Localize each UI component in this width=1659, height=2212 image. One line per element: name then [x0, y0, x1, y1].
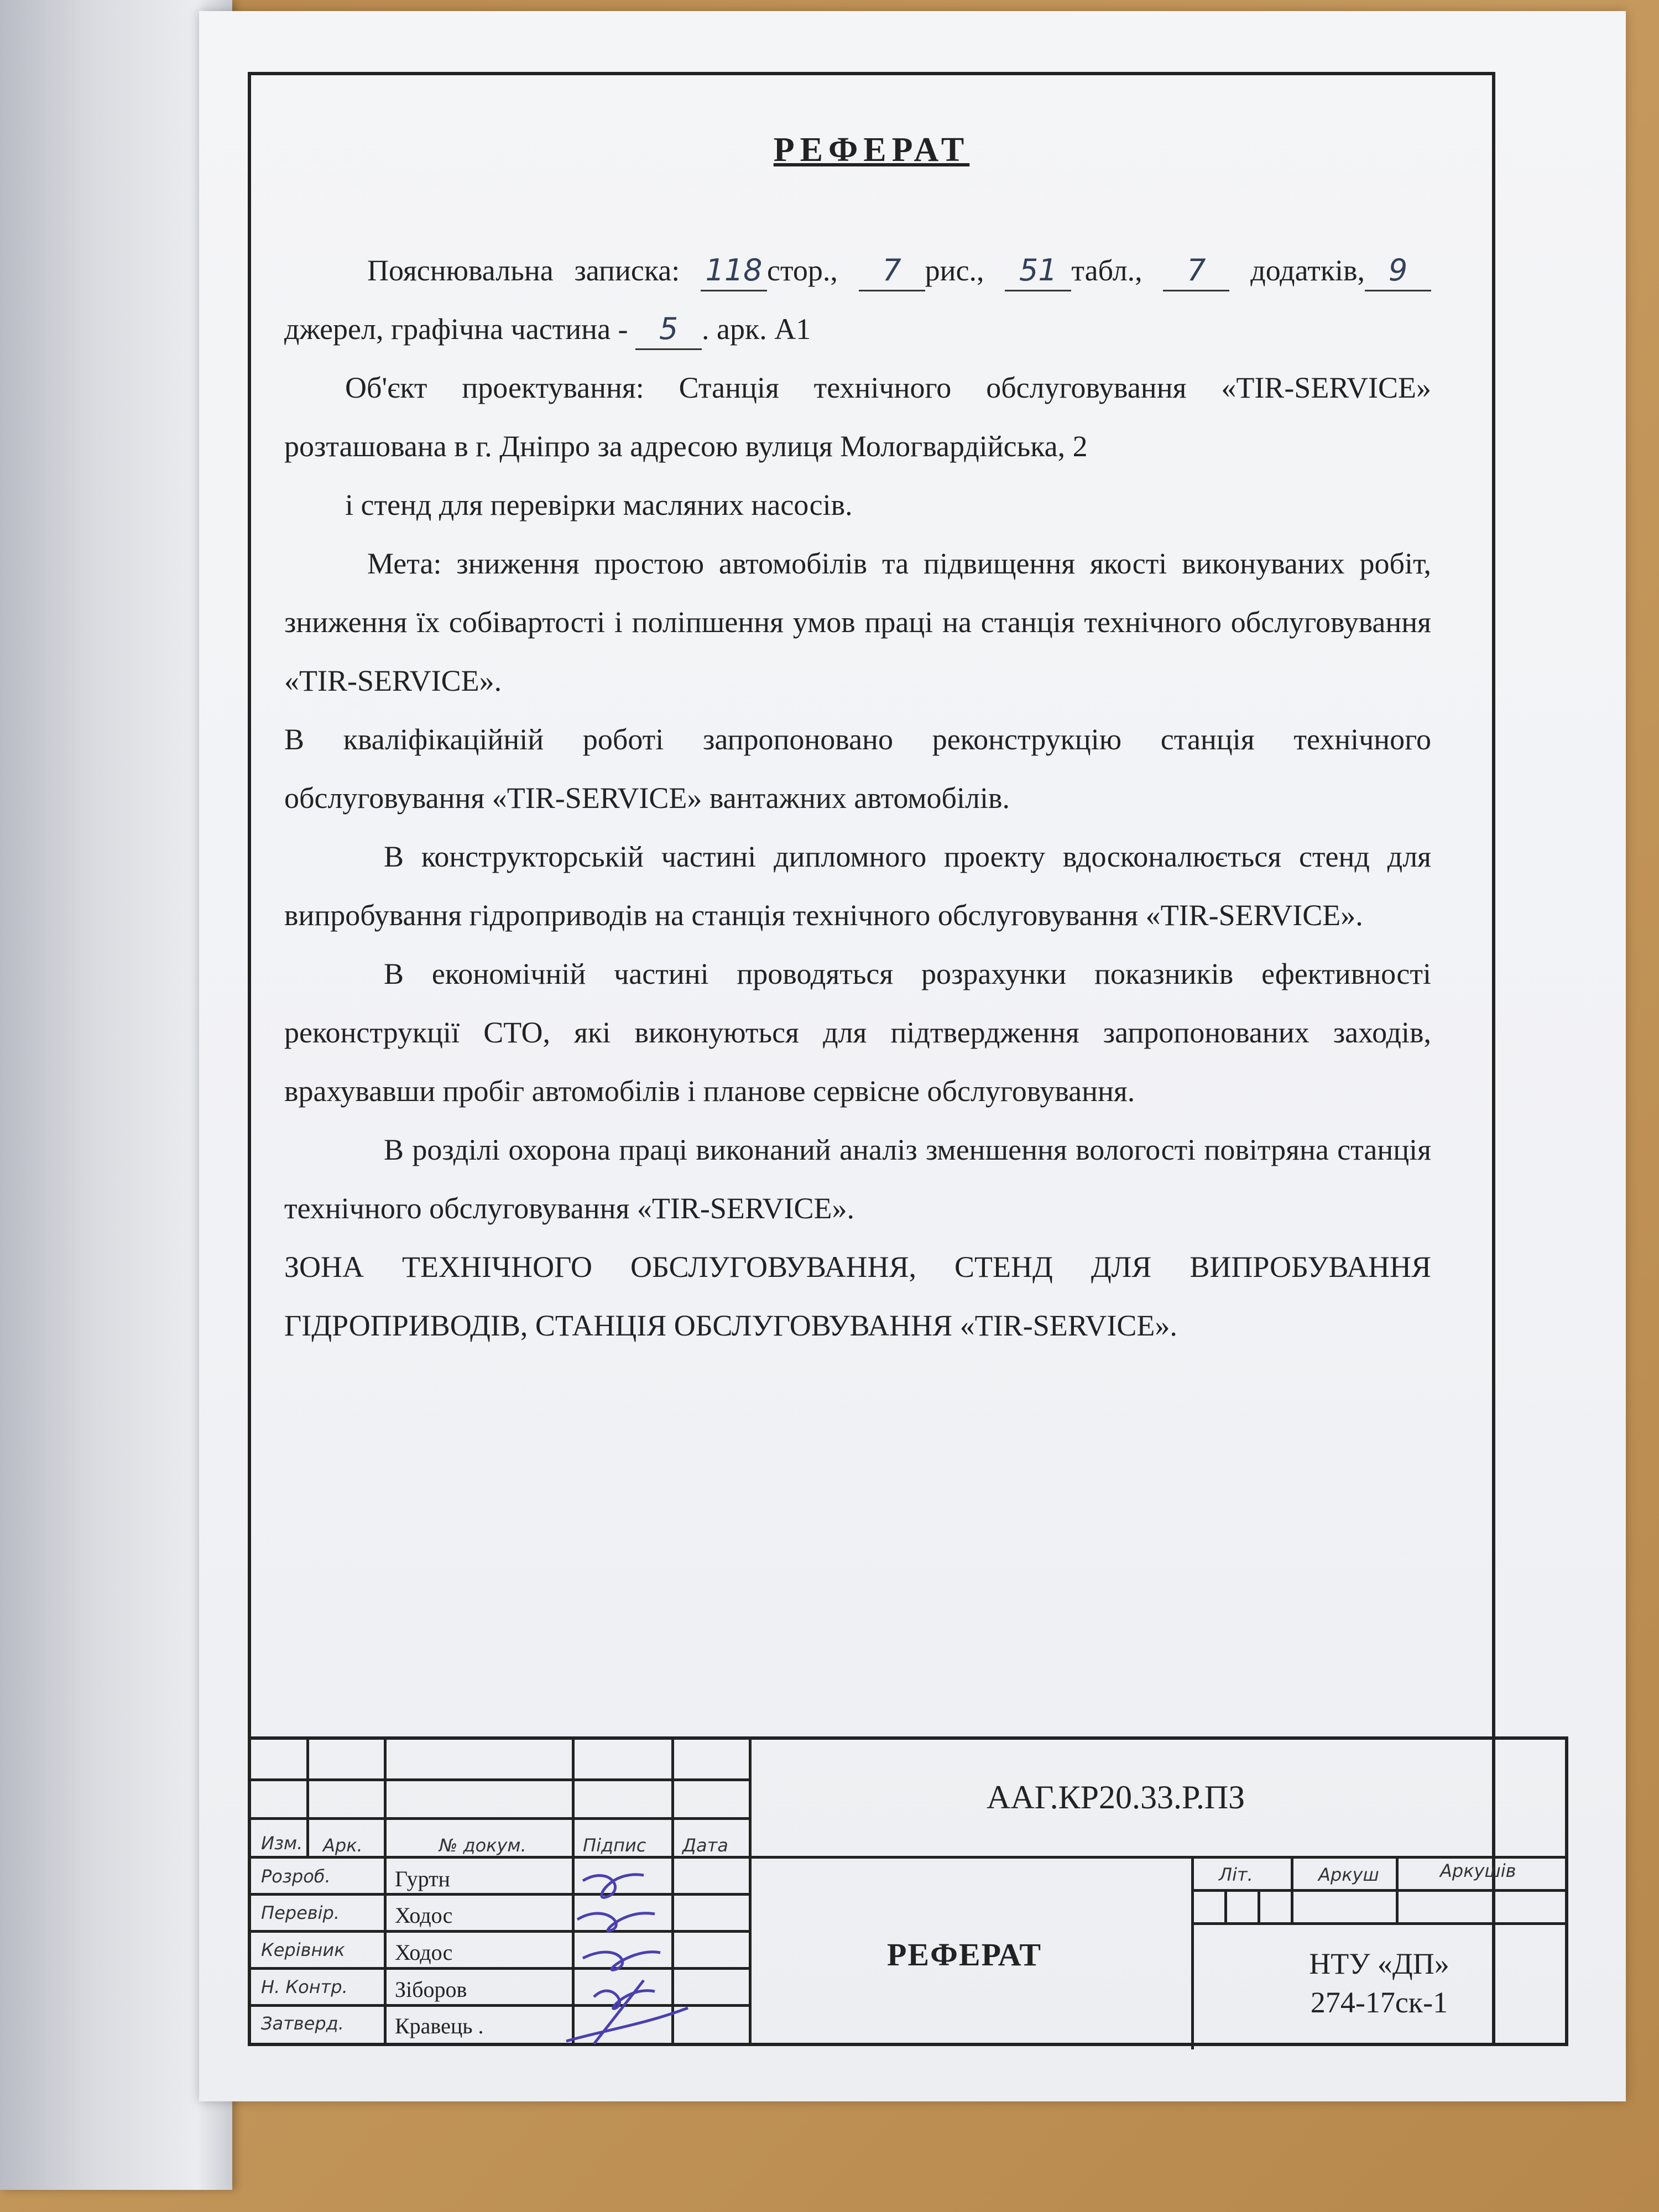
paragraph-safety: В розділі охорона праці виконаний аналіз зменшення вологості повітряна станція технічного обслуговування «TIR-SERVICE». [284, 1133, 1431, 1225]
abstract-body [284, 241, 1431, 1355]
tables-count: 51 [1005, 251, 1071, 291]
role-name: Кравець . [395, 2013, 484, 2038]
paragraph-goal: Мета: зниження простою автомобілів та підвищення якості виконуваних робіт, зниження їх собівартості і поліпшення умов праці на станція технічного обслуговування «TIR-SERVICE». [284, 547, 1431, 697]
organization [1191, 1944, 1567, 2022]
figures-count: 7 [859, 251, 925, 291]
role-label: Керівник [261, 1939, 345, 1960]
header-ark: Арк. [323, 1835, 363, 1856]
sheets-label: . арк. А1 [702, 312, 811, 346]
header-date: Дата [682, 1835, 728, 1856]
role-label: Розроб. [261, 1866, 331, 1887]
document-code: ААГ.КР20.33.Р.ПЗ [987, 1779, 1245, 1815]
figures-label: рис., [925, 254, 984, 287]
title-block [248, 1736, 1568, 2046]
grid-line [251, 1856, 1567, 1859]
role-label: Н. Контр. [261, 1976, 348, 1997]
header-izm: Изм. [261, 1833, 303, 1854]
header-lit: Літ. [1219, 1864, 1253, 1885]
grid-line [1291, 1856, 1293, 1922]
summary-intro: Пояснювальна записка: [367, 254, 680, 287]
page-title: РЕФЕРАТ [773, 131, 970, 169]
header-signature: Підпис [583, 1835, 646, 1856]
appendices-count: 7 [1163, 251, 1229, 291]
grid-line [1224, 1889, 1227, 1922]
group-code: 274-17ск-1 [1310, 1986, 1448, 2019]
role-name: Гуртн [395, 1866, 450, 1891]
sources-label: джерел, графічна частина - [284, 312, 628, 346]
paragraph-stand: і стенд для перевірки масляних насосів. [345, 488, 853, 521]
role-name: Ходос [395, 1903, 453, 1928]
paragraph-object: Об'єкт проектування: Станція технічного обслуговування «TIR-SERVICE» розташована в г. Дніпро за адресою вулиця Мологвардійська, 2 [284, 371, 1431, 463]
grid-line [1396, 1856, 1399, 1922]
grid-line [1258, 1889, 1260, 1922]
role-label: Перевір. [261, 1902, 340, 1923]
header-arkush: Аркуш [1318, 1864, 1379, 1885]
grid-line [1191, 1922, 1567, 1925]
summary-line [284, 241, 1431, 358]
pages-count: 118 [701, 251, 767, 291]
appendices-label: додатків, [1250, 254, 1365, 287]
grid-line [749, 1740, 752, 2043]
page-frame [248, 72, 1516, 2046]
paragraph-economic: В економічній частині проводяться розрахунки показників ефективності реконструкції СТО, які виконуються для підтвердження запропонованих заходів, врахувавши пробіг автомобілів і планове сервісне обслуговування. [284, 957, 1431, 1108]
paragraph-reconstruction: В кваліфікаційній роботі запропоновано реконструкцію станція технічного обслуговування «TIR-SERVICE» вантажних автомобілів. [284, 723, 1431, 815]
role-name: Ходос [395, 1940, 453, 1965]
grid-line [1191, 1889, 1567, 1892]
header-arkushiv: Аркушів [1440, 1860, 1516, 1881]
header-doc-no: № докум. [439, 1835, 526, 1856]
document-title: РЕФЕРАТ [887, 1937, 1042, 1973]
pages-label: стор., [767, 254, 838, 287]
grid-line [306, 1740, 309, 1856]
role-label: Затверд. [261, 2013, 344, 2034]
grid-line [384, 1740, 387, 2043]
signatures-drawing [561, 1859, 705, 2047]
paragraph-keywords: ЗОНА ТЕХНІЧНОГО ОБСЛУГОВУВАННЯ, СТЕНД ДЛЯ ВИПРОБУВАННЯ ГІДРОПРИВОДІВ, СТАНЦІЯ ОБСЛУГОВУВАННЯ «TIR-SERVICE». [284, 1250, 1431, 1342]
role-name: Зіборов [395, 1977, 467, 2002]
grid-line [251, 1817, 749, 1820]
paragraph-design: В конструкторській частині дипломного проекту вдосконалюється стенд для випробування гідроприводів на станція технічного обслуговування «TIR-SERVICE». [284, 840, 1431, 932]
organization-name: НТУ «ДП» [1309, 1947, 1449, 1980]
grid-line [251, 1778, 749, 1781]
book-left-pages [0, 0, 232, 2190]
tables-label: табл., [1071, 254, 1142, 287]
sources-count: 9 [1365, 251, 1431, 291]
sheets-count: 5 [635, 310, 702, 350]
